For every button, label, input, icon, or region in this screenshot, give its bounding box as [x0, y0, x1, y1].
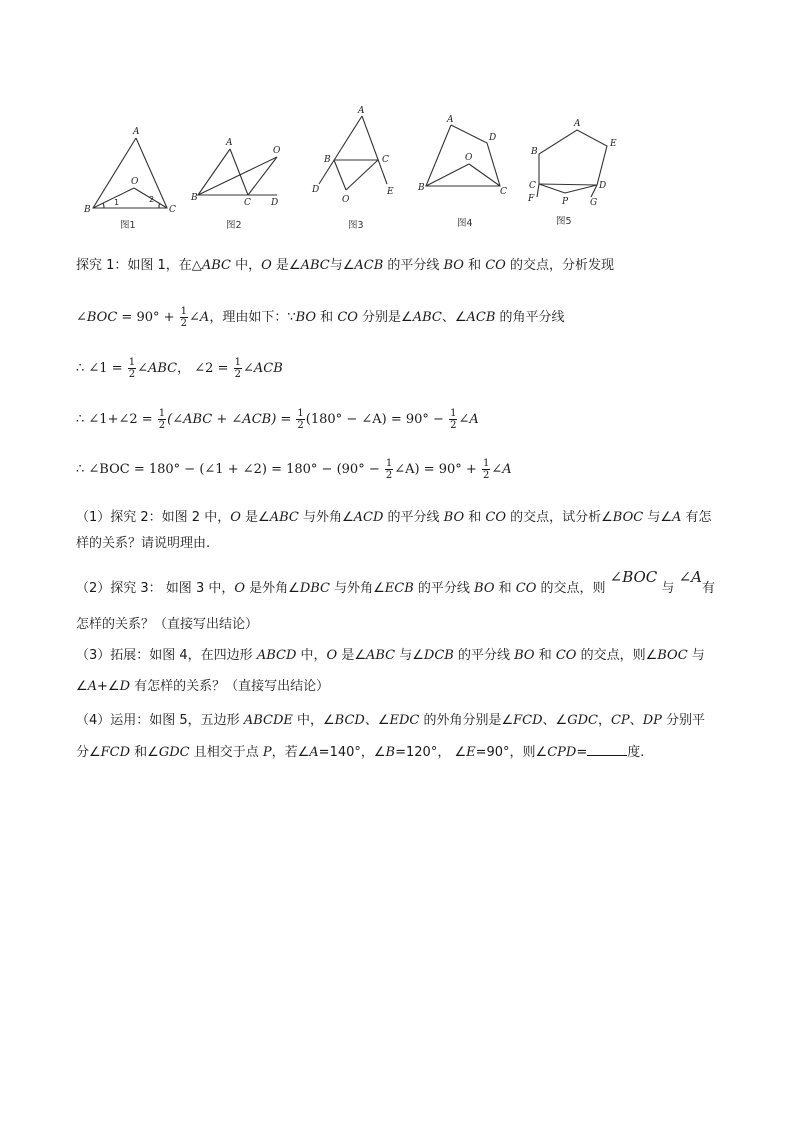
text: 且相交于点 — [189, 745, 263, 760]
math: O — [230, 510, 241, 525]
math: ACB — [354, 258, 384, 273]
intro-line-3 — [76, 357, 736, 380]
question-3-line-2 — [76, 678, 736, 696]
math: ACB — [466, 310, 496, 325]
denominator: 2 — [234, 369, 241, 380]
math: O — [261, 258, 272, 273]
fig5-label-p: P — [562, 197, 569, 207]
math: CO — [485, 510, 506, 525]
math: ABC — [201, 258, 231, 273]
question-3-line-1 — [76, 647, 736, 665]
math: CO — [555, 648, 577, 663]
math: CO — [337, 310, 358, 325]
text: 度. — [627, 745, 645, 760]
fig2-label-d: D — [271, 198, 279, 208]
denominator: 2 — [158, 420, 166, 431]
text: 的交点，试分析∠ — [505, 510, 613, 525]
math: DCB — [423, 648, 454, 663]
text: = — [576, 745, 588, 760]
math: BOC — [657, 648, 688, 663]
text: +∠ — [97, 679, 120, 694]
fig3-label-e: E — [387, 187, 394, 197]
fraction-half — [296, 408, 304, 431]
math: BO — [443, 510, 465, 525]
text: 的平分线 — [383, 510, 444, 525]
fig2-label-a: A — [226, 138, 233, 148]
text: （4）运用：如图 5，五边形 — [76, 713, 244, 728]
math: (∠ABC + ∠ACB) = — [167, 412, 296, 427]
text: 和 — [316, 310, 338, 325]
fig2-caption: 图2 — [226, 220, 242, 231]
text: 中， — [296, 648, 327, 663]
math: FCD — [100, 745, 131, 760]
fig4-label-a: A — [447, 115, 454, 125]
figure-3 — [319, 116, 387, 190]
math: B — [385, 745, 396, 760]
fig1-label-c: C — [169, 205, 176, 215]
fig4-label-o: O — [465, 153, 473, 163]
denominator: 2 — [385, 470, 393, 481]
numerator: 1 — [297, 408, 304, 419]
text: 样的关系？请说明理由. — [76, 536, 211, 551]
math: ∴ ∠BOC = 180° − (∠1 + ∠2) = 180° − (90° − — [76, 462, 384, 477]
numerator: 1 — [385, 458, 393, 469]
fraction-half — [128, 357, 136, 380]
math: ∠ABC — [137, 361, 178, 376]
fraction-half — [158, 408, 166, 431]
text: 的交点，则 — [536, 581, 610, 596]
numerator: 1 — [450, 408, 457, 419]
fraction-half — [482, 458, 490, 481]
math: ∠BOC — [76, 310, 118, 325]
question-4-line-1 — [76, 712, 736, 730]
math: ECB — [384, 581, 414, 596]
denominator: 2 — [450, 420, 457, 431]
text: 是∠ — [240, 510, 270, 525]
math: ∠A — [189, 310, 210, 325]
text: 与∠ — [643, 510, 672, 525]
text: 的平分线 — [413, 581, 475, 596]
fig5-caption: 图5 — [556, 216, 572, 227]
math: BOC — [612, 510, 644, 525]
text: 中， — [230, 258, 262, 273]
math: D — [119, 679, 131, 694]
fig4-label-b: B — [418, 183, 425, 193]
text: 分别是∠ — [357, 310, 413, 325]
fraction-half — [449, 408, 457, 431]
text: ，若∠ — [271, 745, 310, 760]
fig3-label-c: C — [382, 155, 389, 165]
text: =90°，则∠ — [475, 745, 548, 760]
math: A — [87, 679, 98, 694]
text: =120°， ∠ — [395, 745, 467, 760]
math: CO — [485, 258, 506, 273]
text: （1）探究 2：如图 2 中， — [76, 510, 231, 525]
math: ∠A — [491, 462, 512, 477]
math: ∠BOC — [609, 568, 658, 586]
text: 的外角分别是∠ — [419, 713, 514, 728]
text: 的平分线 — [383, 258, 444, 273]
math: ACD — [353, 510, 384, 525]
fig1-label-a: A — [133, 127, 140, 137]
question-2-line-2 — [76, 616, 736, 634]
fig5-label-b: B — [531, 147, 538, 157]
text: 和 — [463, 258, 486, 273]
math: FCD — [513, 713, 543, 728]
figures-svg — [80, 104, 640, 234]
text: 是∠ — [337, 648, 366, 663]
numerator: 1 — [482, 458, 490, 469]
fig1-caption: 图1 — [120, 220, 136, 231]
math: BO — [295, 310, 317, 325]
math: ， ∠2 = — [177, 361, 233, 376]
text: 和∠ — [130, 745, 159, 760]
math: DP — [642, 713, 662, 728]
math: GDC — [567, 713, 598, 728]
text: 有 — [701, 581, 715, 596]
text: 与∠ — [329, 258, 355, 273]
fig5-label-e: E — [610, 139, 617, 149]
fig3-label-o: O — [342, 195, 350, 205]
math: ABC — [365, 648, 396, 663]
math: ∠A — [458, 412, 479, 427]
fig4-caption: 图4 — [457, 218, 473, 229]
denominator: 2 — [180, 318, 188, 329]
math: BO — [514, 648, 535, 663]
text: 的角平分线 — [495, 310, 565, 325]
math: GDC — [158, 745, 190, 760]
text: 和 — [494, 581, 516, 596]
text: 、∠ — [542, 713, 568, 728]
figure-strip — [80, 104, 640, 234]
fig5-label-f: F — [528, 194, 535, 204]
denominator: 2 — [297, 420, 304, 431]
math: A — [309, 745, 319, 760]
math: BO — [474, 581, 495, 596]
question-2-line-1 — [76, 568, 736, 598]
fig1-label-b: B — [84, 205, 91, 215]
math: ABC — [300, 258, 330, 273]
text: 分别平 — [661, 713, 705, 728]
fraction-half — [180, 306, 188, 329]
math: ABCD — [256, 648, 297, 663]
math: ∠ACB — [242, 361, 283, 376]
text: =140°，∠ — [318, 745, 386, 760]
numerator: 1 — [234, 357, 241, 368]
intro-line-4 — [76, 408, 736, 431]
math: A — [671, 510, 682, 525]
text: 、 — [629, 713, 643, 728]
text: 中，∠ — [292, 713, 335, 728]
math: CPD — [547, 745, 577, 760]
math: (180° − ∠A) = 90° − — [305, 412, 449, 427]
math: = 90° + — [117, 310, 179, 325]
text: 、∠ — [441, 310, 467, 325]
fig1-label-o: O — [131, 177, 139, 187]
text: 怎样的关系？（直接写出结论） — [76, 617, 259, 632]
math: P — [262, 745, 272, 760]
text: 有怎 — [681, 510, 712, 525]
fig4-label-d: D — [489, 133, 497, 143]
math: BO — [443, 258, 464, 273]
text: 、∠ — [364, 713, 390, 728]
math: ABC — [412, 310, 442, 325]
text: 有怎样的关系？（直接写出结论） — [130, 679, 330, 694]
fig5-label-d: D — [599, 181, 607, 191]
figure-1 — [93, 138, 167, 208]
text: ， — [597, 713, 611, 728]
text: 与外角∠ — [329, 581, 385, 596]
text: 与 — [687, 648, 705, 663]
text: 分∠ — [76, 745, 101, 760]
text: ，理由如下：∵ — [209, 310, 296, 325]
math: ∠A) = 90° + — [394, 462, 481, 477]
text: （2）探究 3： 如图 3 中， — [76, 581, 235, 596]
math: E — [466, 745, 476, 760]
answer-blank[interactable] — [587, 743, 627, 756]
fig5-label-a: A — [574, 119, 581, 129]
math: CP — [610, 713, 630, 728]
text: 与 — [657, 581, 679, 596]
fig3-label-a: A — [358, 106, 365, 116]
text: 探究 1：如图 1，在△ — [76, 258, 202, 273]
math: O — [326, 648, 338, 663]
fig5-label-c: C — [529, 181, 536, 191]
text: （3）拓展：如图 4，在四边形 — [76, 648, 257, 663]
math: ABC — [269, 510, 299, 525]
fig5-label-g: G — [590, 198, 598, 208]
fig3-caption: 图3 — [348, 220, 364, 231]
fig2-label-o: O — [273, 146, 281, 156]
numerator: 1 — [180, 306, 188, 317]
figure-5 — [537, 130, 607, 197]
math: DBC — [299, 581, 330, 596]
text: 和 — [534, 648, 556, 663]
text: 与∠ — [395, 648, 424, 663]
fig2-label-b: B — [191, 193, 198, 203]
fig3-label-d: D — [312, 185, 320, 195]
intro-line-5 — [76, 458, 736, 481]
math: ∴ ∠1+∠2 = — [76, 412, 157, 427]
fraction-half — [234, 357, 242, 380]
math: ∠A — [678, 568, 702, 586]
text: ∠ — [76, 679, 88, 694]
text: 是∠ — [271, 258, 301, 273]
denominator: 2 — [128, 369, 136, 380]
fig4-label-c: C — [500, 187, 507, 197]
denominator: 2 — [482, 470, 490, 481]
fig1-angle-1: 1 — [114, 198, 120, 207]
fig1-angle-2: 2 — [149, 195, 155, 204]
question-1-line-1 — [76, 509, 736, 527]
intro-line-2 — [76, 306, 736, 329]
fig3-label-b: B — [324, 155, 331, 165]
text: 的平分线 — [453, 648, 515, 663]
math: ∴ ∠1 = — [76, 361, 127, 376]
figure-2 — [198, 149, 277, 195]
question-1-line-2 — [76, 535, 736, 553]
text: 和 — [464, 510, 486, 525]
math: ABCDE — [243, 713, 293, 728]
text: 是外角∠ — [245, 581, 300, 596]
math: EDC — [389, 713, 420, 728]
text: 与外角∠ — [298, 510, 354, 525]
question-4-line-2 — [76, 743, 736, 762]
text: 的交点，分析发现 — [505, 258, 614, 273]
numerator: 1 — [158, 408, 166, 419]
text: 的交点，则∠ — [576, 648, 658, 663]
numerator: 1 — [128, 357, 136, 368]
intro-line-1 — [76, 257, 736, 275]
math: BCD — [334, 713, 365, 728]
math: CO — [515, 581, 537, 596]
fraction-half — [385, 458, 393, 481]
math: O — [234, 581, 246, 596]
fig2-label-c: C — [244, 198, 251, 208]
